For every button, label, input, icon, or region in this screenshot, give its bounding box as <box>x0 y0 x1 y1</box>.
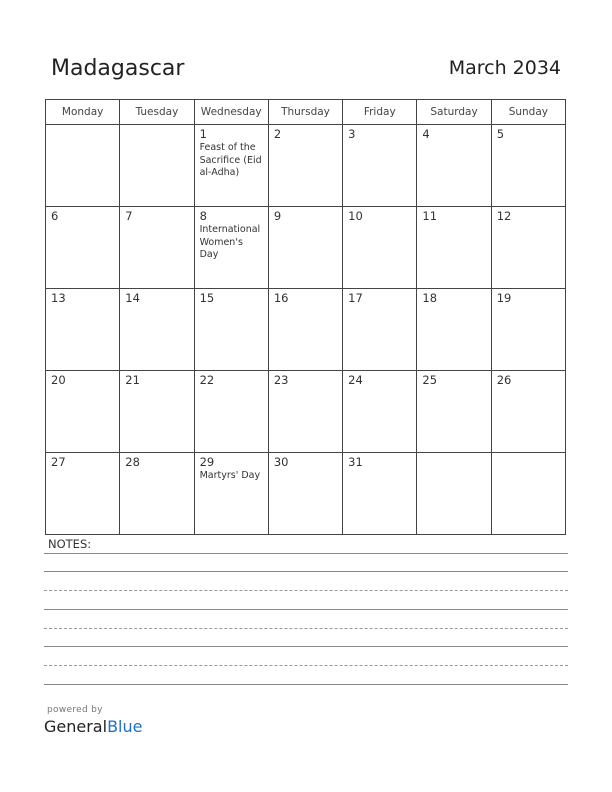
calendar-week-row <box>46 371 566 453</box>
brand-logo[interactable] <box>44 717 142 736</box>
day-number: 8 <box>199 209 207 223</box>
calendar-day-cell[interactable] <box>417 125 491 207</box>
calendar-day-cell[interactable] <box>46 125 120 207</box>
day-number: 6 <box>51 209 59 223</box>
day-number: 18 <box>422 291 438 305</box>
brand-blue: Blue <box>107 717 143 736</box>
calendar-day-cell[interactable] <box>46 289 120 371</box>
calendar-day-cell[interactable] <box>120 207 194 289</box>
calendar-day-cell[interactable] <box>417 207 491 289</box>
calendar-day-cell[interactable] <box>194 371 268 453</box>
day-number: 21 <box>125 373 140 387</box>
calendar-day-cell[interactable] <box>194 125 268 207</box>
day-number: 11 <box>422 209 438 223</box>
calendar-day-cell[interactable] <box>194 207 268 289</box>
day-number: 1 <box>199 127 207 141</box>
calendar-day-cell[interactable] <box>46 207 120 289</box>
calendar-day-cell[interactable] <box>491 207 565 289</box>
notes-line <box>44 590 568 591</box>
weekday-header-row <box>46 100 566 125</box>
day-number: 26 <box>496 373 512 387</box>
day-number: 16 <box>273 291 289 305</box>
day-number: 31 <box>348 455 363 469</box>
calendar-day-cell[interactable] <box>417 289 491 371</box>
day-number: 19 <box>496 291 512 305</box>
day-number: 15 <box>199 291 215 305</box>
calendar-day-cell[interactable] <box>268 125 342 207</box>
calendar-day-cell[interactable] <box>46 371 120 453</box>
calendar-day-cell[interactable] <box>194 289 268 371</box>
calendar-day-cell[interactable] <box>491 125 565 207</box>
calendar-day-cell[interactable] <box>268 289 342 371</box>
calendar-week-row <box>46 289 566 371</box>
weekday-header: Sunday <box>491 100 565 125</box>
calendar-day-cell[interactable] <box>343 371 417 453</box>
day-number: 7 <box>125 209 133 223</box>
weekday-header: Monday <box>46 100 120 125</box>
calendar-day-cell[interactable] <box>417 453 491 535</box>
day-number: 12 <box>496 209 512 223</box>
calendar-day-cell[interactable] <box>491 289 565 371</box>
day-number: 28 <box>125 455 140 469</box>
calendar-week-row <box>46 453 566 535</box>
calendar-day-cell[interactable] <box>343 289 417 371</box>
notes-line <box>44 609 568 610</box>
day-number: 9 <box>273 209 282 223</box>
notes-line <box>44 571 568 572</box>
weekday-header: Friday <box>343 100 417 125</box>
day-number: 2 <box>273 127 282 141</box>
day-number: 24 <box>348 373 363 387</box>
calendar-day-cell[interactable] <box>268 453 342 535</box>
calendar-day-cell[interactable] <box>491 371 565 453</box>
day-number: 5 <box>496 127 505 141</box>
calendar-month-title: March 2034 <box>448 57 561 79</box>
holiday-label: Martyrs' Day <box>199 470 261 481</box>
notes-line <box>44 628 568 629</box>
calendar-day-cell[interactable] <box>46 453 120 535</box>
calendar-country-title: Madagascar <box>51 56 185 81</box>
holiday-label: Feast of the Sacrifice (Eid al-Adha) <box>199 142 262 178</box>
calendar-week-row <box>46 125 566 207</box>
calendar-day-cell[interactable] <box>491 453 565 535</box>
day-number: 17 <box>348 291 363 305</box>
day-number: 25 <box>422 373 438 387</box>
calendar-day-cell[interactable] <box>343 453 417 535</box>
day-number: 3 <box>348 127 356 141</box>
calendar-day-cell[interactable] <box>343 207 417 289</box>
day-number: 20 <box>51 373 66 387</box>
day-number: 29 <box>199 455 215 469</box>
day-number: 4 <box>422 127 430 141</box>
day-number: 13 <box>51 291 66 305</box>
calendar-day-cell[interactable] <box>120 289 194 371</box>
day-number: 30 <box>273 455 289 469</box>
day-number: 10 <box>348 209 363 223</box>
day-number: 27 <box>51 455 66 469</box>
calendar-day-cell[interactable] <box>120 125 194 207</box>
calendar-day-cell[interactable] <box>120 453 194 535</box>
weekday-header: Thursday <box>268 100 342 125</box>
day-number: 22 <box>199 373 215 387</box>
notes-line <box>44 646 568 647</box>
calendar-day-cell[interactable] <box>417 371 491 453</box>
day-number: 23 <box>273 373 289 387</box>
notes-line <box>44 553 568 554</box>
notes-line <box>44 665 568 666</box>
calendar-day-cell[interactable] <box>194 453 268 535</box>
calendar-grid <box>45 99 566 535</box>
calendar-day-cell[interactable] <box>120 371 194 453</box>
notes-line <box>44 684 568 685</box>
weekday-header: Saturday <box>417 100 491 125</box>
day-number: 14 <box>125 291 140 305</box>
calendar-week-row <box>46 207 566 289</box>
weekday-header: Tuesday <box>120 100 194 125</box>
powered-by-text: powered by <box>47 705 103 715</box>
holiday-label: International Women's Day <box>199 224 261 260</box>
notes-label: NOTES: <box>48 537 92 551</box>
calendar-day-cell[interactable] <box>268 371 342 453</box>
brand-general: General <box>44 717 108 736</box>
calendar-day-cell[interactable] <box>343 125 417 207</box>
calendar-day-cell[interactable] <box>268 207 342 289</box>
weekday-header: Wednesday <box>194 100 268 125</box>
